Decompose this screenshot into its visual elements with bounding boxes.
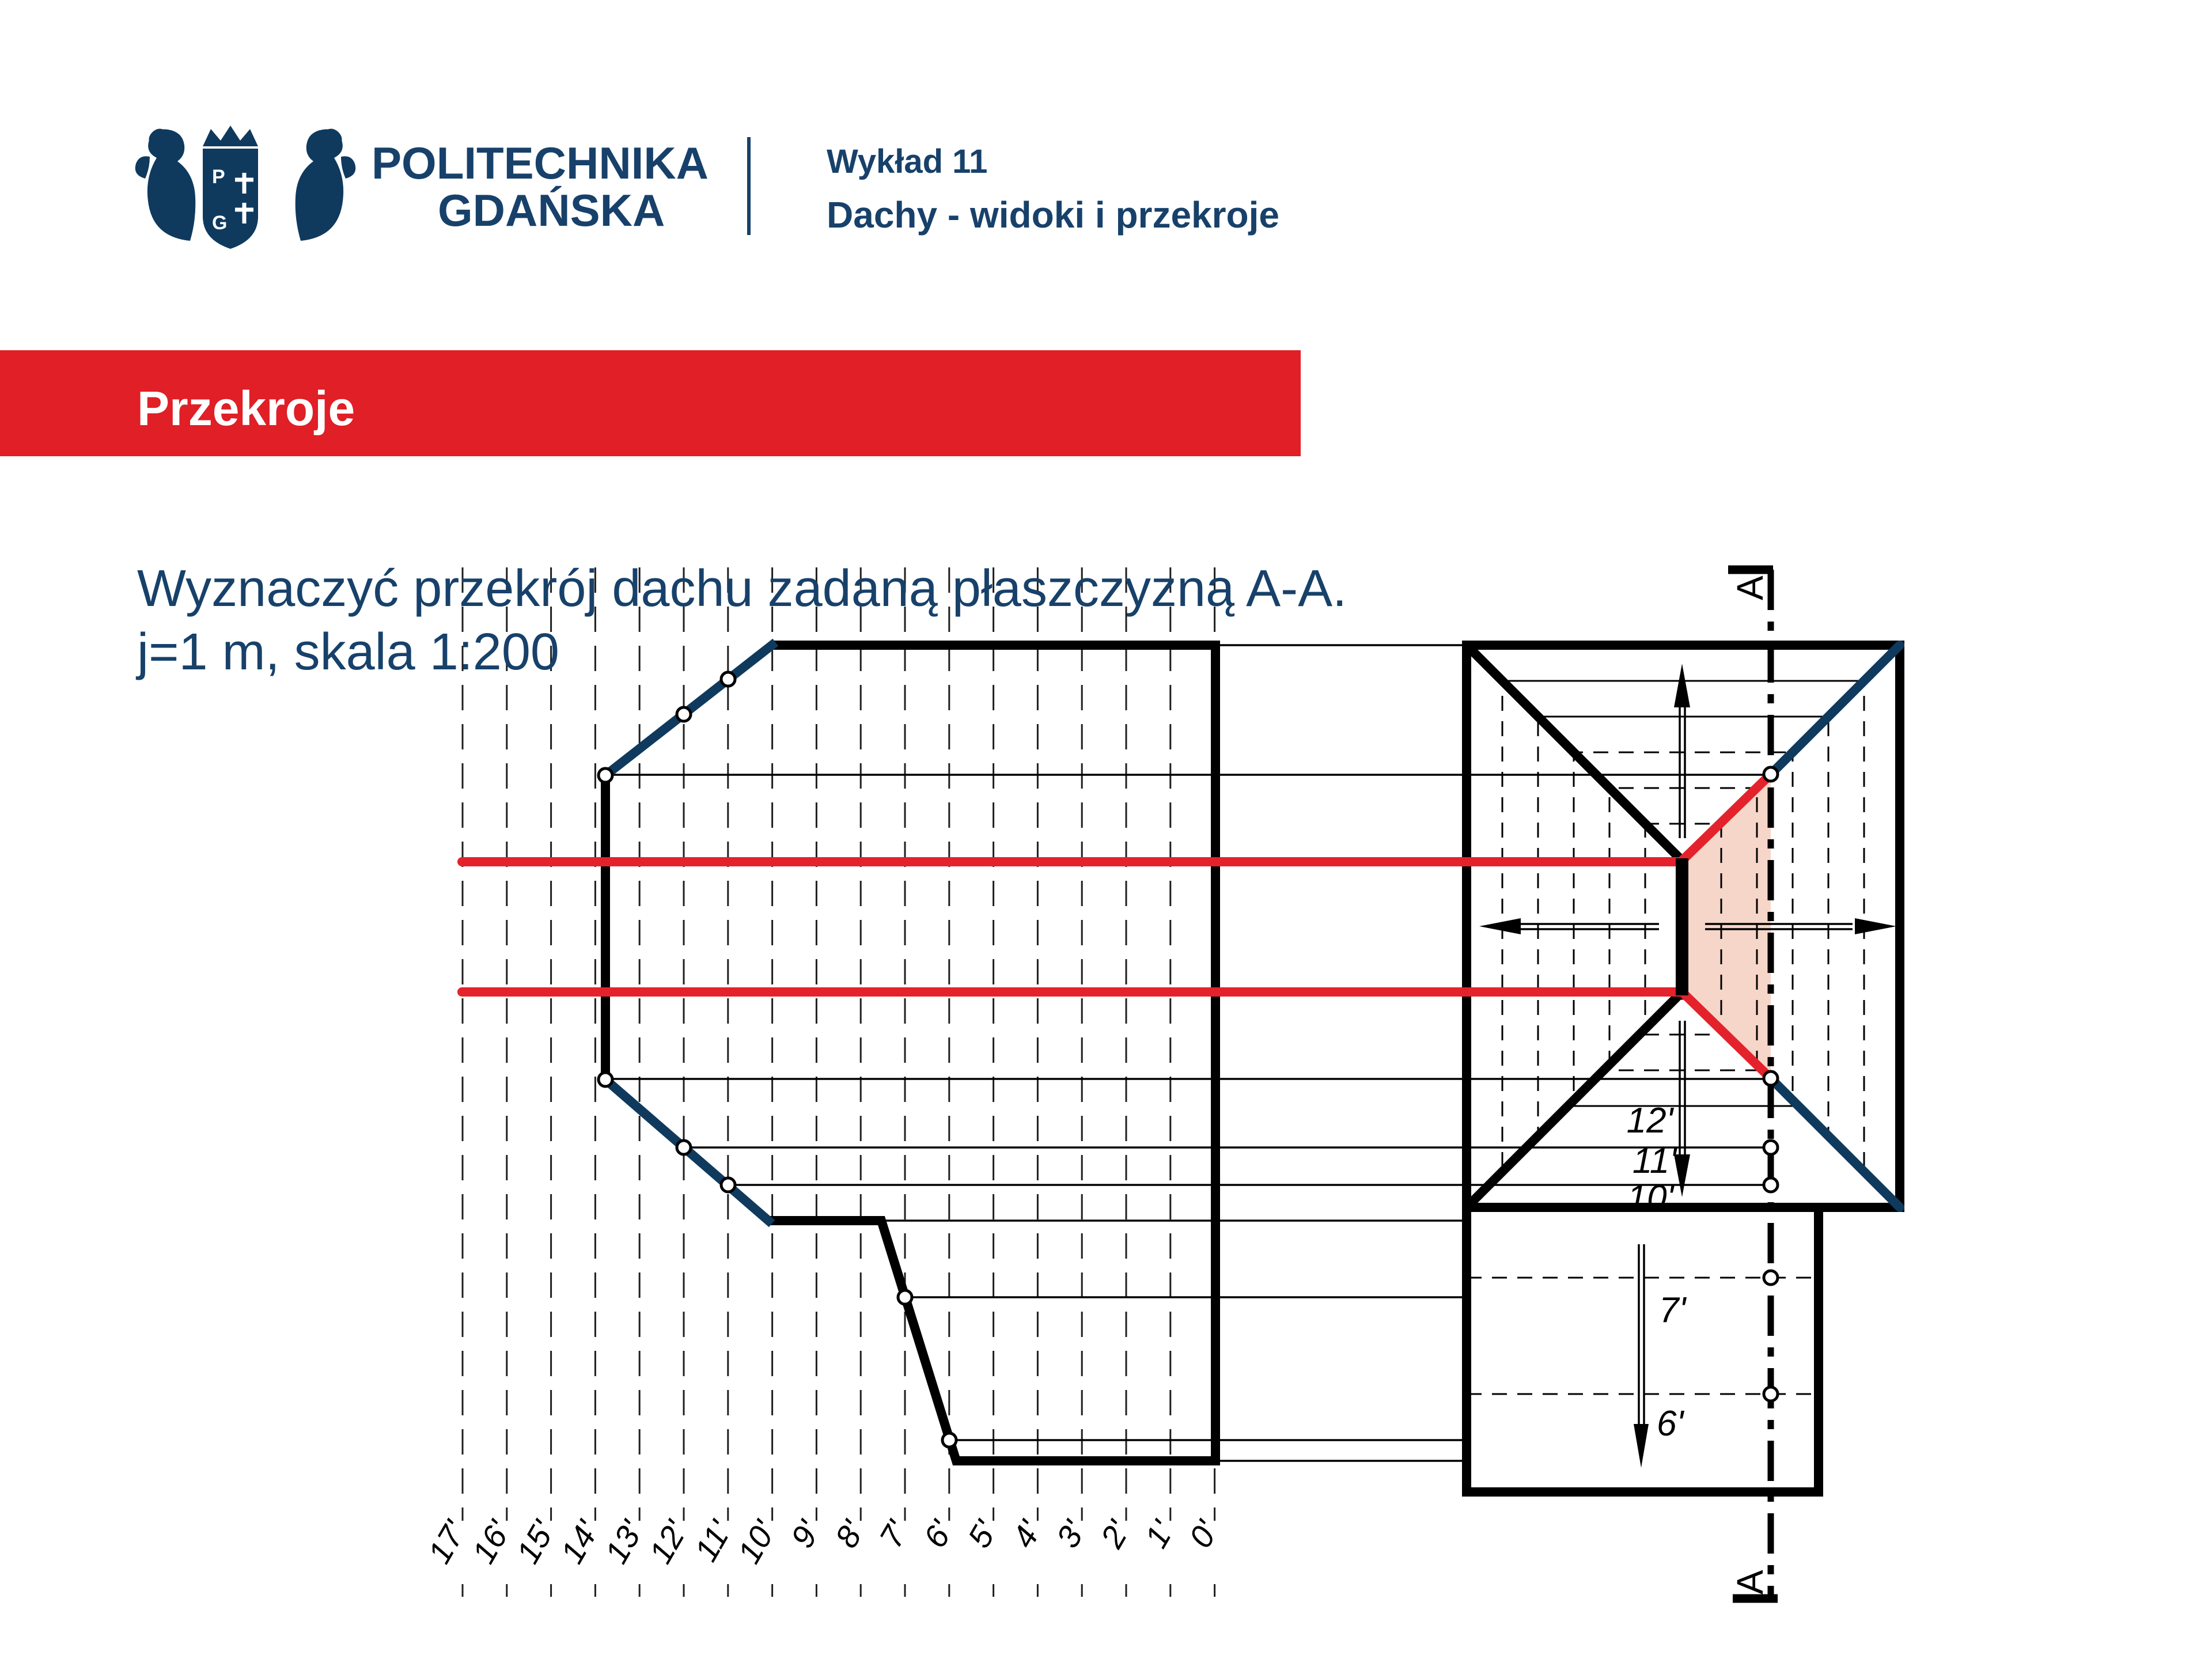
- profile-outline-navy: [605, 645, 772, 1221]
- grid-label: 1': [1137, 1514, 1181, 1554]
- grid-label: 5': [960, 1514, 1004, 1554]
- grid-label: 12': [642, 1514, 695, 1570]
- construction-point: [599, 768, 612, 782]
- construction-point: [599, 1073, 612, 1086]
- lecture-topic: Dachy - widoki i przekroje: [827, 194, 1279, 236]
- construction-point: [721, 1178, 735, 1192]
- projection-lines: [605, 645, 1771, 1461]
- slope-arrow-down: [1674, 1021, 1690, 1197]
- construction-point: [1764, 1271, 1778, 1285]
- construction-point: [1764, 1141, 1778, 1154]
- level-label-6: 6': [1657, 1404, 1684, 1444]
- lion-icon: [296, 128, 356, 241]
- header: [135, 126, 1279, 249]
- grid-label: 8': [828, 1514, 872, 1554]
- section-label-top: A: [1729, 575, 1771, 600]
- section-label-bottom: A: [1729, 1570, 1771, 1594]
- lecture-number: Wykład 11: [827, 143, 988, 180]
- level-labels: [1627, 1101, 1687, 1444]
- construction-point: [721, 672, 735, 686]
- level-lines-south-plane: [1467, 999, 1900, 1106]
- grid-label: 2': [1093, 1514, 1137, 1554]
- banner-title: Przekroje: [137, 381, 355, 435]
- university-logo: [135, 126, 356, 249]
- task-text: [135, 560, 1347, 681]
- grid-label: 7': [872, 1514, 916, 1554]
- crown-icon: [203, 126, 258, 146]
- grid-label: 11': [687, 1514, 739, 1567]
- grid-label: 16': [465, 1514, 518, 1570]
- construction-point: [1764, 1071, 1778, 1085]
- grid-label: 3': [1049, 1514, 1093, 1554]
- slope-arrow-left: [1479, 918, 1659, 934]
- grid-label: 13': [597, 1514, 650, 1570]
- logo-letter-p: P: [212, 166, 225, 188]
- construction-points: [599, 672, 1778, 1447]
- lion-icon: [135, 128, 196, 241]
- grid-label: 15': [509, 1514, 562, 1570]
- construction-grid: [421, 567, 1226, 1597]
- construction-point: [1764, 1178, 1778, 1192]
- profile-outline-black: [605, 645, 1215, 1461]
- construction-point: [942, 1433, 956, 1447]
- roof-plan-view: [1467, 645, 1900, 1492]
- construction-point: [898, 1290, 912, 1304]
- grid-label: 10': [730, 1514, 783, 1570]
- level-label-11: 11': [1632, 1141, 1677, 1181]
- annex-level-lines: [1467, 1278, 1819, 1394]
- logo-letter-g: G: [212, 212, 228, 234]
- university-name-line1: POLITECHNIKA: [372, 138, 709, 188]
- construction-point: [1764, 1387, 1778, 1401]
- grid-label: 14': [553, 1514, 606, 1570]
- level-label-12: 12': [1626, 1101, 1673, 1141]
- task-line1: Wyznaczyć przekrój dachu zadaną płaszczyzną A-A.: [137, 560, 1347, 618]
- level-lines-west-plane: [1502, 645, 1645, 1207]
- grid-label: 0': [1181, 1514, 1225, 1554]
- construction-point: [677, 1141, 691, 1154]
- grid-label: 17': [421, 1514, 474, 1570]
- section-profile-view: [605, 645, 1215, 1461]
- level-label-10: 10': [1627, 1178, 1674, 1218]
- section-banner: [0, 350, 1301, 456]
- grid-label: 9': [783, 1514, 827, 1554]
- task-line2: j=1 m, skala 1:200: [137, 623, 559, 681]
- grid-label: 4': [1005, 1514, 1048, 1554]
- slope-arrows: [1479, 664, 1896, 1468]
- slope-arrow-up: [1674, 664, 1690, 838]
- construction-point: [677, 707, 691, 721]
- grid-label: 6': [916, 1514, 960, 1554]
- level-label-7: 7': [1659, 1290, 1686, 1330]
- construction-point: [1764, 767, 1778, 781]
- university-name-line2: GDAŃSKA: [438, 185, 665, 236]
- shield-icon: [203, 149, 258, 249]
